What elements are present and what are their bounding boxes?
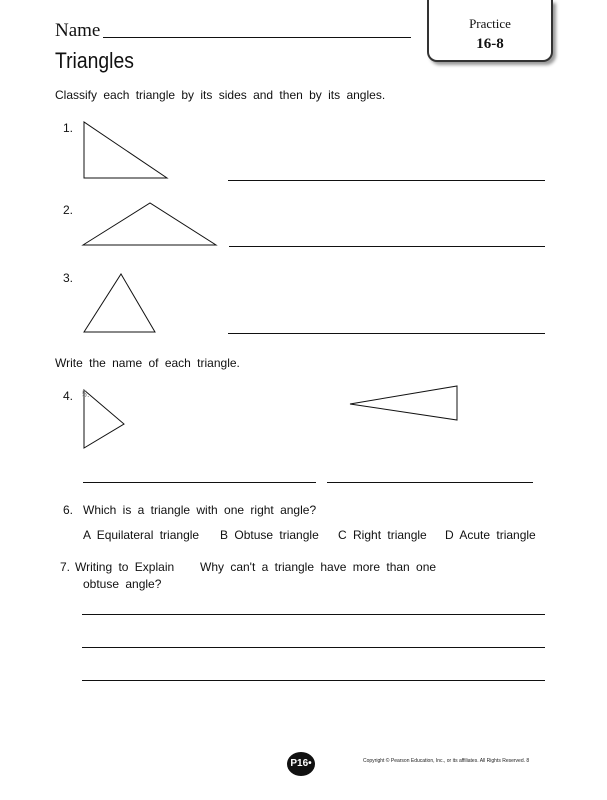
answer-line-3[interactable] (228, 333, 545, 334)
item-5-number: 5. (82, 389, 90, 399)
choice-a-letter: A (83, 528, 91, 542)
answer-line-7c[interactable] (82, 680, 545, 681)
question-6-number: 6. (63, 503, 74, 517)
triangle-5-obtuse (350, 386, 457, 420)
answer-line-2[interactable] (229, 246, 545, 247)
question-7-prompt-line2: obtuse angle? (83, 577, 162, 591)
triangle-2-obtuse (83, 203, 216, 245)
answer-line-1[interactable] (228, 180, 545, 181)
question-7-prompt-line1: Why can't a triangle have more than one (200, 560, 437, 574)
item-4-number: 4. (63, 389, 74, 403)
choice-d[interactable] (445, 528, 536, 542)
practice-number: 16-8 (476, 36, 504, 52)
choice-d-text: Acute triangle (459, 528, 536, 542)
choice-b[interactable] (220, 528, 319, 542)
choice-d-letter: D (445, 528, 454, 542)
triangle-3-acute (84, 274, 155, 332)
answer-line-5[interactable] (327, 482, 533, 483)
question-7-number: 7. (60, 560, 71, 574)
choice-c-letter: C (338, 528, 347, 542)
choice-c-text: Right triangle (353, 528, 427, 542)
choice-a[interactable] (83, 528, 199, 542)
name-label: Name (55, 20, 101, 41)
choice-c[interactable] (338, 528, 427, 542)
triangle-1-right (84, 122, 167, 178)
item-1-number: 1. (63, 121, 74, 135)
choice-b-letter: B (220, 528, 229, 542)
page-number-badge: P16• (287, 752, 315, 776)
question-6-prompt: Which is a triangle with one right angle? (83, 503, 317, 517)
choice-a-text: Equilateral triangle (96, 528, 200, 542)
page-title: Triangles (55, 48, 134, 73)
answer-line-7a[interactable] (82, 614, 545, 615)
section1-instruction: Classify each triangle by its sides and then by its angles. (55, 88, 386, 102)
choice-b-text: Obtuse triangle (234, 528, 319, 542)
answer-line-4[interactable] (83, 482, 316, 483)
practice-label: Practice (469, 16, 511, 31)
item-2-number: 2. (63, 203, 74, 217)
item-3-number: 3. (63, 271, 74, 285)
answer-line-7b[interactable] (82, 647, 545, 648)
section2-instruction: Write the name of each triangle. (55, 356, 240, 370)
triangle-4-acute (84, 390, 124, 448)
question-7-heading: Writing to Explain (75, 560, 175, 574)
copyright-notice: Copyright © Pearson Education, Inc., or its affiliates. All Rights Reserved. 8 (363, 758, 530, 764)
